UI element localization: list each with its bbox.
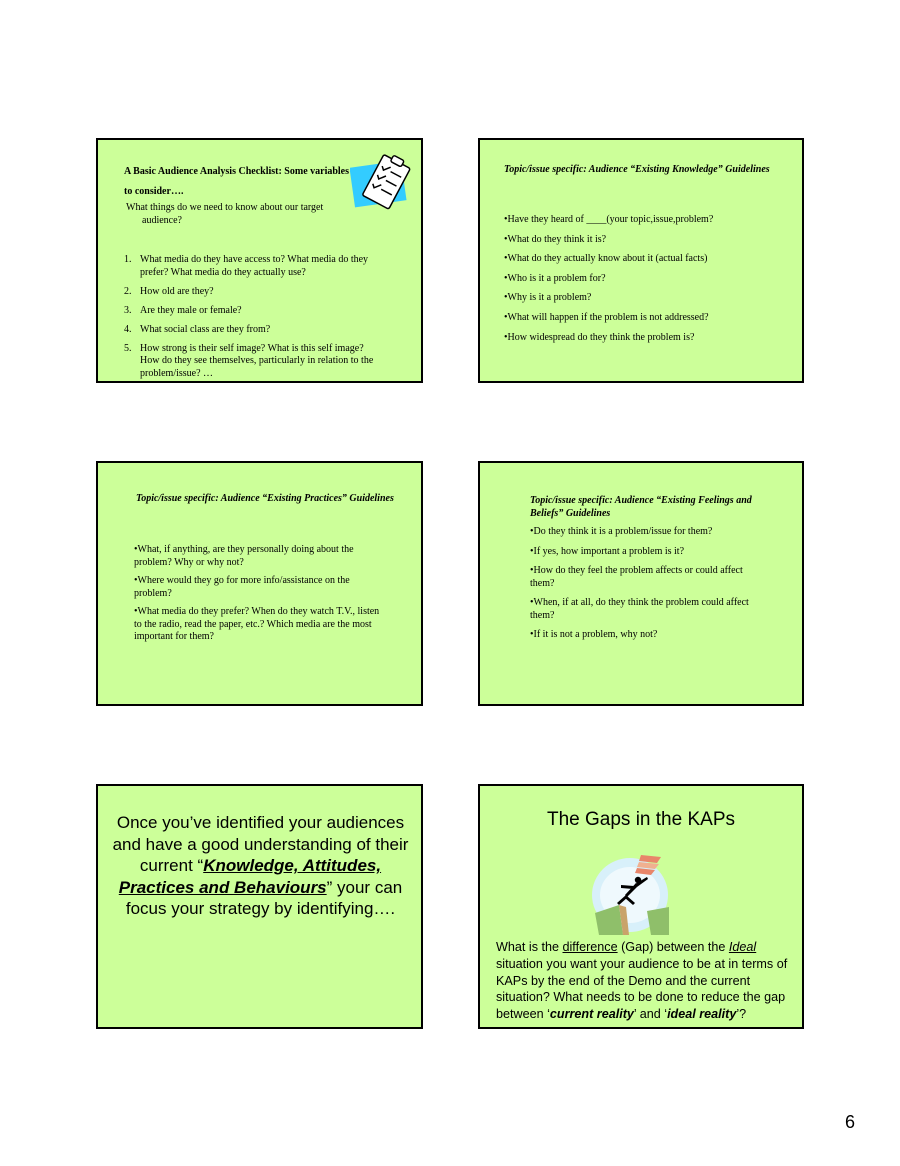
text-before: Once you’ve identified your audiences and have a good understanding of their current “ — [112, 813, 409, 876]
list-item: •What will happen if the problem is not addressed? — [504, 311, 709, 323]
ideal-reality-emphasis: ideal reality — [667, 1007, 737, 1022]
body-text-part: What is the — [496, 940, 563, 954]
slide-audience-analysis-checklist — [96, 138, 423, 383]
list-item: •What, if anything, are they personally doing about the problem? Why or why not? — [134, 544, 354, 568]
bullet-list — [530, 526, 755, 649]
item-text: What media do they have access to? What media do they prefer? What media do they actually use? — [140, 254, 369, 278]
body-text-part: ’? — [736, 1007, 747, 1022]
slide-kapb-strategy — [96, 784, 423, 1029]
body-text-part: (Gap) between the — [617, 940, 729, 954]
list-item: •If it is not a problem, why not? — [530, 629, 658, 640]
kapb-emphasis: Knowledge, Attitudes, Practices and Behaviours — [118, 856, 382, 897]
list-item: •Do they think it is a problem/issue for them? — [530, 526, 713, 537]
slide-existing-knowledge — [478, 138, 804, 383]
slide-body-text — [108, 812, 413, 920]
bullet-list — [504, 214, 794, 351]
bullet-list — [134, 544, 386, 650]
slide-title: Topic/issue specific: Audience “Existing Feelings and Beliefs” Guidelines — [530, 495, 752, 519]
text-after: ” your can focus your strategy by identifying…. — [125, 877, 403, 919]
list-item: •How widespread do they think the problem is? — [504, 331, 695, 343]
item-text: What social class are they from? — [140, 323, 271, 335]
item-number: 2. — [124, 285, 132, 297]
slide-title: Topic/issue specific: Audience “Existing Practices” Guidelines — [136, 493, 394, 504]
list-item — [124, 305, 374, 318]
slide-body-text — [496, 939, 798, 1023]
item-text: How old are they? — [140, 285, 214, 297]
item-number: 5. — [124, 342, 132, 354]
list-item — [124, 343, 374, 381]
page-number: 6 — [845, 1112, 856, 1132]
list-item: •What do they actually know about it (actual facts) — [504, 253, 708, 265]
list-item: •Have they heard of ____(your topic,issue,problem? — [504, 214, 714, 225]
slide-existing-feelings-beliefs — [478, 461, 804, 706]
intro-line-1: What things do we need to know about our target — [126, 202, 324, 213]
intro-question — [126, 202, 376, 227]
difference-emphasis: difference — [562, 940, 618, 954]
ideal-emphasis: Ideal — [728, 940, 757, 954]
slide-existing-practices — [96, 461, 423, 706]
intro-line-2: audience? — [142, 214, 182, 226]
item-text: How strong is their self image? What is this self image? How do they see themselves, particularly in relation to the problem/issue? … — [140, 342, 374, 379]
item-number: 4. — [124, 323, 132, 335]
slide-title: A Basic Audience Analysis Checklist: Some variables to consider…. — [124, 166, 350, 197]
slide-title: Topic/issue specific: Audience “Existing Knowledge” Guidelines — [504, 164, 770, 175]
list-item: •If yes, how important a problem is it? — [530, 545, 685, 557]
list-item: •Where would they go for more info/assistance on the problem? — [134, 575, 350, 599]
list-item: •Why is it a problem? — [504, 292, 592, 304]
body-text-part: ’ and ‘ — [633, 1007, 668, 1022]
list-item: •What media do they prefer? When do they watch T.V., listen to the radio, read the paper, etc.? Which media are the most important for them? — [134, 606, 380, 642]
list-item — [124, 254, 374, 279]
list-item: •Who is it a problem for? — [504, 272, 606, 284]
slide-gaps-in-kaps — [478, 784, 804, 1029]
list-item: •How do they feel the problem affects or could affect them? — [530, 565, 743, 589]
list-item: •What do they think it is? — [504, 233, 607, 245]
leaping-figure-gap-icon — [589, 851, 671, 935]
item-number: 1. — [124, 254, 132, 265]
list-item — [124, 324, 374, 337]
slide-title: The Gaps in the KAPs — [547, 809, 735, 830]
body-text-part: situation you want your audience to be at in terms of KAPs by the end of the Demo and the current situation? What needs to be done to reduce the gap between ‘ — [496, 956, 788, 1022]
current-reality-emphasis: current reality — [549, 1007, 634, 1022]
clipboard-checklist-icon — [350, 150, 416, 216]
item-number: 3. — [124, 304, 132, 316]
item-text: Are they male or female? — [140, 304, 242, 316]
checklist — [124, 254, 374, 383]
list-item: •When, if at all, do they think the problem could affect them? — [530, 597, 749, 621]
list-item — [124, 286, 374, 299]
